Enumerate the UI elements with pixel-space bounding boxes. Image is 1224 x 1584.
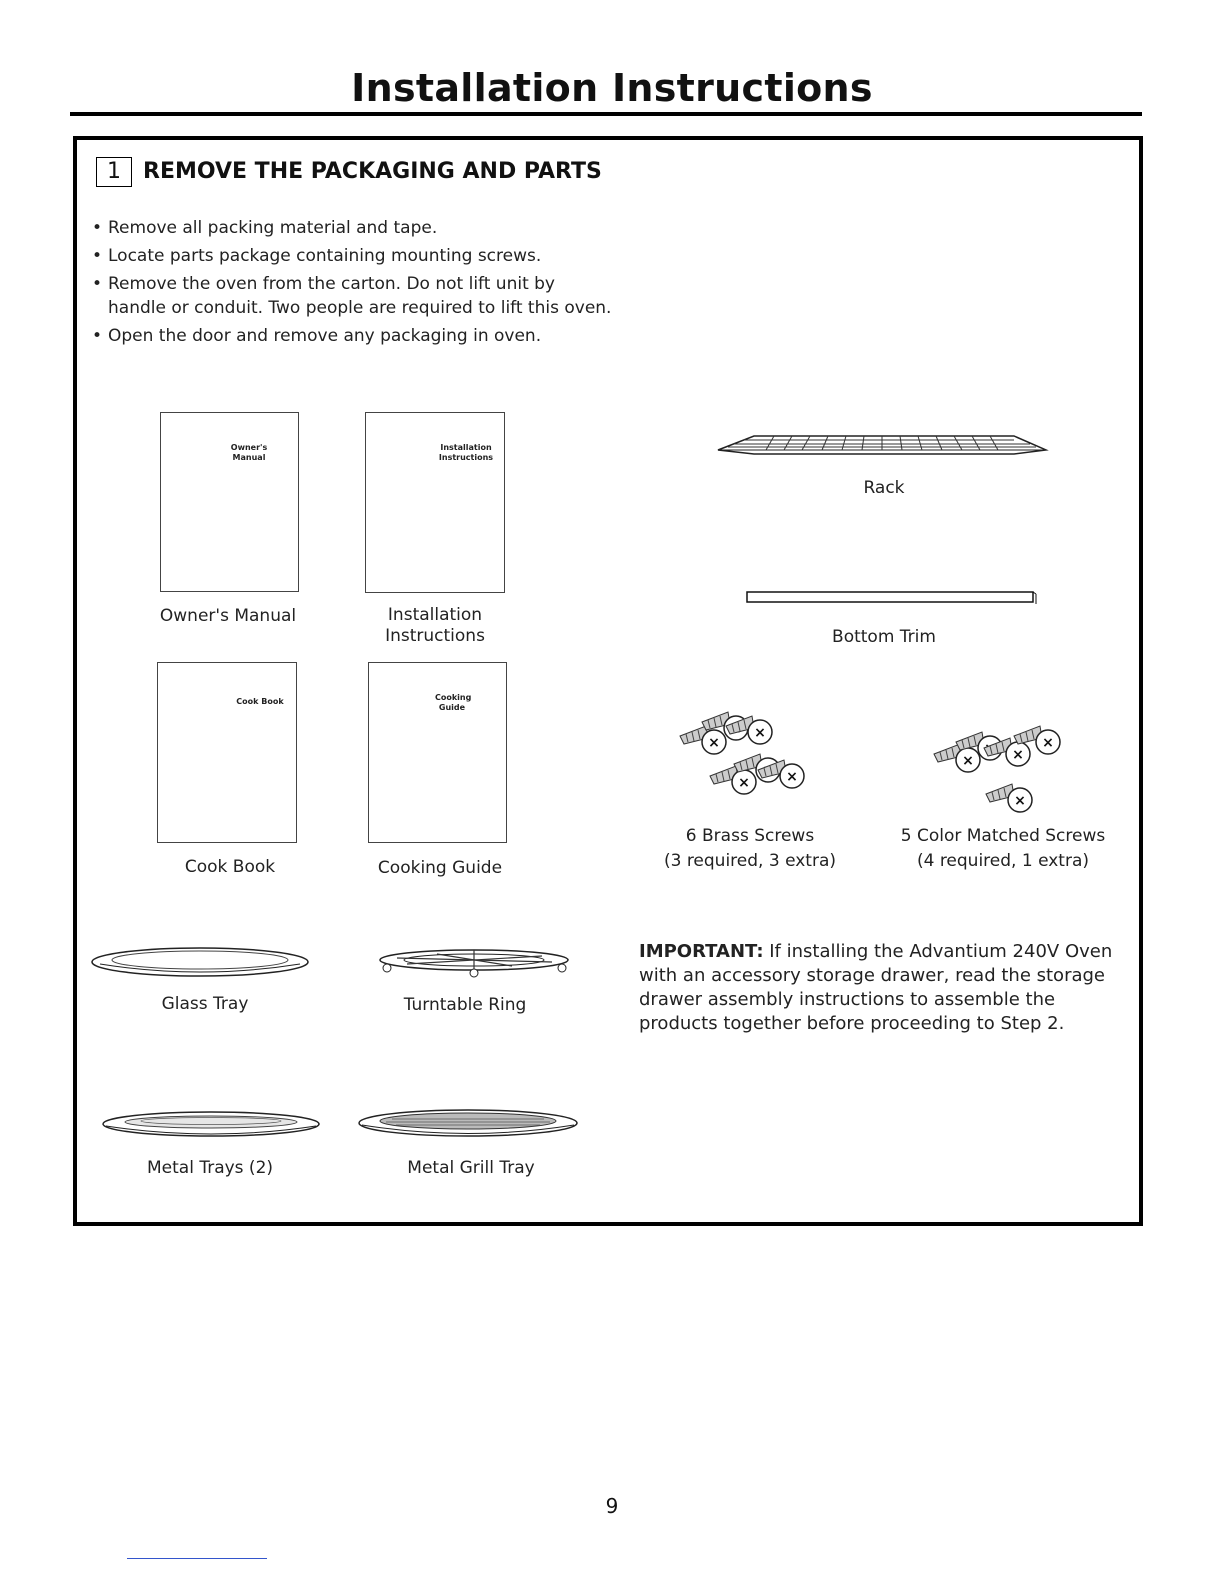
owners-manual-caption: Owner's Manual xyxy=(159,606,297,626)
installation-caption-line1: Installation xyxy=(387,605,483,625)
cook-book-illustration xyxy=(157,662,297,843)
important-note xyxy=(639,940,1129,1036)
footer-link-underline xyxy=(127,1558,267,1559)
title-rule xyxy=(70,112,1142,116)
page-number: 9 xyxy=(605,1494,619,1518)
owners-manual-book-illustration xyxy=(160,412,299,592)
step-number-box: 1 xyxy=(96,157,132,187)
brass-screws-caption-line2: (3 required, 3 extra) xyxy=(663,851,837,871)
glass-tray-illustration xyxy=(90,946,310,978)
bullet-item: • Open the door and remove any packaging in oven. xyxy=(92,324,612,348)
metal-trays-illustration xyxy=(100,1110,322,1140)
color-matched-screws-illustration xyxy=(930,726,1070,822)
glass-tray-caption: Glass Tray xyxy=(161,994,249,1014)
installation-caption-line2: Instructions xyxy=(385,626,485,646)
bottom-trim-caption: Bottom Trim xyxy=(832,627,936,647)
metal-grill-tray-caption: Metal Grill Tray xyxy=(407,1158,535,1178)
color-screws-caption xyxy=(888,824,1118,874)
bottom-trim-illustration xyxy=(746,591,1038,605)
installation-instructions-caption xyxy=(350,605,520,647)
cooking-guide-caption: Cooking Guide xyxy=(377,858,503,878)
important-label: IMPORTANT: xyxy=(639,941,764,962)
bullet-list xyxy=(92,216,612,352)
installation-instructions-cover-label: Installation Instructions xyxy=(438,443,494,462)
bullet-item: • Remove the oven from the carton. Do not lift unit by handle or conduit. Two people are required to lift this oven. xyxy=(92,272,612,320)
brass-screws-caption-line1: 6 Brass Screws xyxy=(685,826,815,846)
step-title: REMOVE THE PACKAGING AND PARTS xyxy=(143,159,602,184)
cook-book-caption: Cook Book xyxy=(184,857,276,877)
installation-instructions-book-illustration xyxy=(365,412,505,593)
page-title: Installation Instructions xyxy=(351,66,873,110)
cooking-guide-book-illustration xyxy=(368,662,507,843)
bullet-item: • Locate parts package containing mounting screws. xyxy=(92,244,612,268)
svg-text:×: × xyxy=(708,735,720,751)
turntable-ring-illustration xyxy=(377,946,572,978)
color-screws-caption-line1: 5 Color Matched Screws xyxy=(900,826,1106,846)
rack-caption: Rack xyxy=(863,478,905,498)
cooking-guide-cover-label: Cooking Guide xyxy=(435,693,472,712)
owners-manual-cover-label: Owner's Manual xyxy=(230,443,268,462)
metal-grill-tray-illustration xyxy=(356,1108,580,1140)
brass-screws-caption xyxy=(640,824,860,874)
turntable-ring-caption: Turntable Ring xyxy=(403,995,527,1015)
rack-illustration xyxy=(714,432,1050,458)
cook-book-cover-label: Cook Book xyxy=(236,697,284,706)
brass-screws-illustration xyxy=(676,708,836,818)
bullet-item: • Remove all packing material and tape. xyxy=(92,216,612,240)
color-screws-caption-line2: (4 required, 1 extra) xyxy=(916,851,1090,871)
important-text: If installing the Advantium 240V Oven with an accessory storage drawer, read the storage drawer assembly instructions to assemble the products together before proceeding to Step 2. xyxy=(639,941,1113,1034)
metal-trays-caption: Metal Trays (2) xyxy=(146,1158,274,1178)
